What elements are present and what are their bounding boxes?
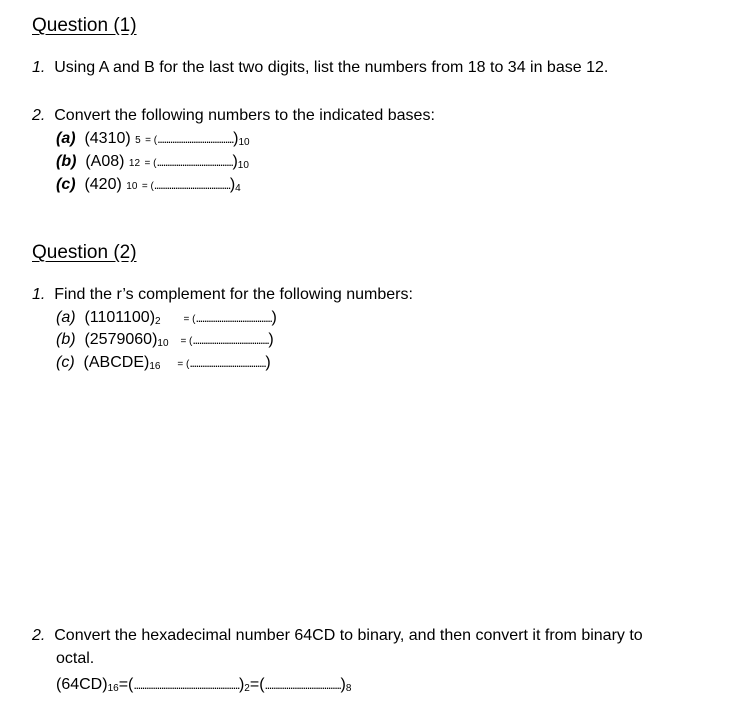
q1-part-a-label: (a) xyxy=(56,130,76,147)
q1-part-c-from-base: 10 xyxy=(126,181,138,192)
q2-part-a-base: 2 xyxy=(155,316,161,327)
q2-part-b-answer-blank[interactable]: .................................... xyxy=(192,332,269,347)
q1-item-1 xyxy=(32,59,608,77)
q2-part-b-close: ) xyxy=(268,331,274,348)
q2-item-1-number: 1. xyxy=(32,286,46,303)
q1-part-a-close: ) xyxy=(233,130,239,147)
q2-part-c-value: (ABCDE) xyxy=(83,354,150,371)
question-1-heading: Question (1) xyxy=(32,15,137,36)
q1-part-c-label: (c) xyxy=(56,176,76,193)
q2-expr-start: (64CD) xyxy=(56,676,108,693)
q1-part-b-close: ) xyxy=(232,153,238,170)
q2-part-c-close: ) xyxy=(265,354,271,371)
q2-expr-base-2: 2 xyxy=(244,683,250,694)
q2-part-c xyxy=(56,354,271,372)
q1-part-c-answer-blank[interactable]: .................................... xyxy=(153,177,230,192)
q2-part-b-eq: = ( xyxy=(180,336,193,347)
q1-part-a-value: (4310) xyxy=(84,130,131,147)
q1-part-c-to-base: 4 xyxy=(235,183,241,194)
q2-item-2 xyxy=(32,627,643,645)
q1-item-1-number: 1. xyxy=(32,59,46,76)
q2-expr-eq-2: =( xyxy=(249,676,265,693)
q1-part-a-to-base: 10 xyxy=(238,137,250,148)
q1-item-1-text: Using A and B for the last two digits, list the numbers from 18 to 34 in base 12. xyxy=(54,59,609,76)
q1-item-2-text: Convert the following numbers to the indicated bases: xyxy=(54,107,435,124)
q2-part-a-eq: = ( xyxy=(183,314,196,325)
q1-part-c xyxy=(56,176,241,194)
q1-part-b-answer-blank[interactable]: .................................... xyxy=(156,154,233,169)
q2-part-a-answer-blank[interactable]: .................................... xyxy=(195,310,272,325)
q1-part-b-label: (b) xyxy=(56,153,77,170)
q2-part-a xyxy=(56,309,277,327)
q1-part-a xyxy=(56,130,250,148)
q1-part-a-answer-blank[interactable]: .................................... xyxy=(157,131,234,146)
q2-expr-eq-1: =( xyxy=(118,676,134,693)
q2-expr-close-1: ) xyxy=(238,676,245,693)
q2-part-b-label: (b) xyxy=(56,331,76,348)
q1-part-c-close: ) xyxy=(229,176,236,193)
question-2-heading: Question (2) xyxy=(32,242,137,263)
q2-part-c-base: 16 xyxy=(149,361,161,372)
q2-item-1 xyxy=(32,286,413,304)
q1-part-b-value: (A08) xyxy=(85,153,125,170)
q2-part-b-base: 10 xyxy=(157,338,169,349)
q2-part-b xyxy=(56,331,274,349)
q2-part-c-label: (c) xyxy=(56,354,75,371)
q2-part-a-close: ) xyxy=(271,309,277,326)
q2-item-2-expression xyxy=(56,676,351,694)
q1-part-a-eq: = ( xyxy=(145,135,158,146)
q1-part-a-from-base: 5 xyxy=(135,135,141,146)
q2-part-c-eq: = ( xyxy=(177,359,190,370)
q2-item-2-line-1: Convert the hexadecimal number 64CD to binary, and then convert it from binary to xyxy=(54,627,643,644)
q1-item-2-number: 2. xyxy=(32,107,46,124)
q1-part-c-eq: = ( xyxy=(141,181,154,192)
q2-part-a-value: (1101100) xyxy=(84,309,156,326)
q2-expr-base-8: 8 xyxy=(345,683,352,694)
q2-item-2-number: 2. xyxy=(32,627,46,644)
q1-part-c-value: (420) xyxy=(84,176,122,193)
q1-part-b xyxy=(56,153,249,171)
q2-part-a-label: (a) xyxy=(56,309,76,326)
q1-item-2 xyxy=(32,107,435,125)
q2-expr-binary-blank[interactable]: .................................................. xyxy=(133,677,239,692)
q2-part-c-answer-blank[interactable]: .................................... xyxy=(189,355,266,370)
q2-part-b-value: (2579060) xyxy=(84,331,158,348)
q1-part-b-eq: = ( xyxy=(144,158,157,169)
q1-part-b-to-base: 10 xyxy=(237,160,249,171)
q1-part-b-from-base: 12 xyxy=(128,158,141,169)
q2-item-1-text: Find the r’s complement for the following numbers: xyxy=(54,286,413,303)
q2-expr-close-2: ) xyxy=(340,676,346,693)
q2-expr-octal-blank[interactable]: .................................... xyxy=(264,677,341,692)
q2-expr-base-16: 16 xyxy=(107,683,119,694)
q2-item-2-line-2: octal. xyxy=(56,650,95,667)
